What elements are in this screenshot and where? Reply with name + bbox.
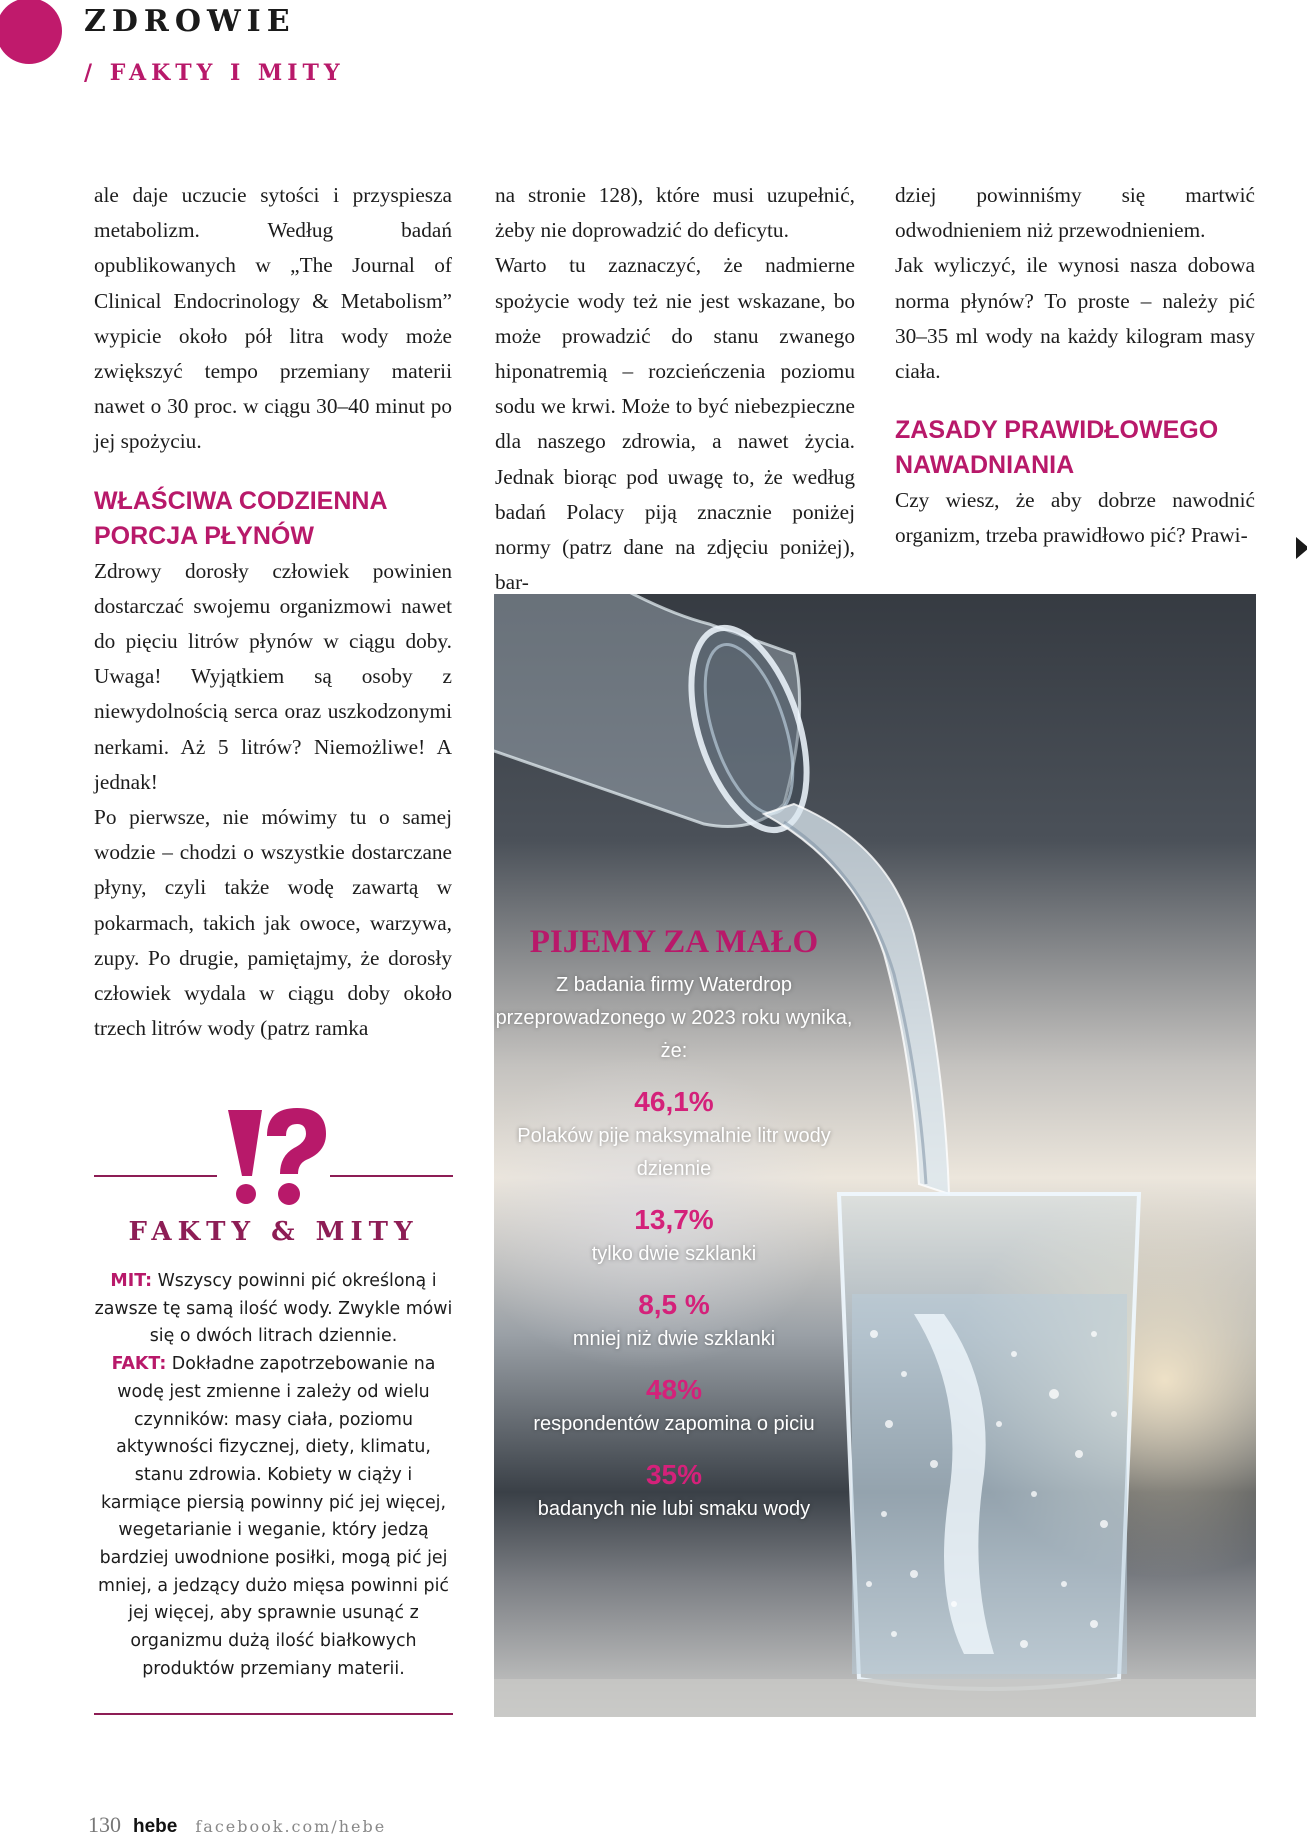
fact-text: Dokładne zapotrzebowanie na wodę jest zmienne i zależy od wielu czynników: masy ciała, poziomu aktywności fizycznej, diety, klimatu, stanu zdrowia. Kobiety w ciąży i karmiące piersią powinny pić jej więcej, wegetarianie i weganie, który jedzą bardziej uwodnione posiłki, mogą pić jej mniej, a jedzący dużo mięsa powinni pić jej więcej, aby sprawnie usunąć z organizmu dużą ilość białkowych produktów przemiany materii. — [98, 1354, 449, 1679]
stat-value: 48% — [645, 1374, 703, 1405]
stat-text: tylko dwie szklanki — [591, 1243, 757, 1265]
infographic-box — [494, 924, 854, 1526]
page-footer — [88, 1812, 386, 1838]
stat-text: respondentów zapomina o piciu — [533, 1413, 815, 1435]
paragraph: Czy wiesz, że aby dobrze nawodnić organizm, trzeba prawidłowo pić? Prawi- — [895, 488, 1255, 548]
paragraph: na stronie 128), które musi uzupełnić, żeby nie doprowadzić do deficytu. — [495, 183, 855, 243]
myth-label: MIT: — [110, 1271, 153, 1291]
water-pouring-photo — [494, 594, 1256, 1717]
section-title: ZDROWIE — [84, 4, 296, 39]
infographic-title: PIJEMY ZA MAŁO — [529, 924, 819, 960]
section-heading — [895, 413, 1255, 483]
box-rule-left — [94, 1175, 217, 1177]
stat-value: 46,1% — [634, 1086, 714, 1117]
facts-myths-title: FAKTY & MITY — [128, 1217, 419, 1247]
page-number: 130 — [88, 1812, 121, 1837]
section-marker-circle — [0, 0, 62, 64]
stat-value: 13,7% — [634, 1204, 714, 1235]
box-rule-bottom — [94, 1713, 453, 1715]
article-column-3 — [895, 178, 1255, 554]
facts-myths-body — [94, 1268, 453, 1684]
stat-text: mniej niż dwie szklanki — [572, 1328, 776, 1350]
section-subtitle: / FAKTY I MITY — [84, 60, 345, 86]
section-heading — [94, 484, 452, 554]
article-column-1 — [94, 178, 452, 1046]
stat-text: badanych nie lubi smaku wody — [537, 1498, 811, 1520]
fact-label: FAKT: — [111, 1354, 167, 1375]
stat-value: 8,5 % — [638, 1289, 710, 1320]
infographic-intro: Z badania firmy Waterdrop przeprowadzonego w 2023 roku wynika, że: — [495, 974, 853, 1062]
magazine-brand: hebe — [133, 1816, 178, 1837]
paragraph: Po pierwsze, nie mówimy tu o samej wodzie – chodzi o wszystkie dostarczane płyny, czyli także wodę zawartą w pokarmach, takich jak owoce, warzywa, zupy. Po drugie, pamiętajmy, że dorosły człowiek wydala w ciągu doby około trzech litrów wody (patrz ramka — [94, 805, 452, 1041]
heading-line: WŁAŚCIWA CODZIENNA — [94, 486, 388, 515]
paragraph: dziej powinniśmy się martwić odwodnieniem niż przewodnieniem. — [895, 183, 1255, 243]
paragraph: ale daje uczucie sytości i przyspiesza metabolizm. Według badań opublikowanych w „The Journal of Clinical Endocrinology & Metabolism” wypicie około pół litra wody może zwiększyć tempo przemiany materii nawet o 30 proc. w ciągu 30–40 minut po jej spożyciu. — [94, 183, 452, 454]
article-column-2 — [495, 178, 855, 600]
box-rule-right — [330, 1175, 453, 1177]
paragraph: Warto tu zaznaczyć, że nadmierne spożycie wody też nie jest wskazane, bo może prowadzić do stanu zwanego hiponatremią – rozcieńczenia poziomu sodu we krwi. Może to być niebezpieczne dla naszego zdrowia, a nawet życia. Jednak biorąc pod uwagę to, że według badań Polacy piją znacznie poniżej normy (patrz dane na zdjęciu poniżej), bar- — [495, 253, 855, 595]
paragraph: Jak wyliczyć, ile wynosi nasza dobowa norma płynów? To proste – należy pić 30–35 ml wody na każdy kilogram masy ciała. — [895, 253, 1255, 384]
facebook-link[interactable]: facebook.com/hebe — [195, 1817, 387, 1836]
heading-line: PORCJA PŁYNÓW — [94, 521, 314, 550]
myth-text: Wszyscy powinni pić określoną i zawsze tę samą ilość wody. Zwykle mówi się o dwóch litrach dziennie. — [94, 1271, 453, 1347]
continue-arrow-icon — [1296, 537, 1307, 559]
exclamation-question-icon — [222, 1106, 330, 1210]
heading-line: NAWADNIANIA — [895, 451, 1075, 480]
paragraph: Zdrowy dorosły człowiek powinien dostarczać swojemu organizmowi nawet do pięciu litrów płynów w ciągu doby. Uwaga! Wyjątkiem są osoby z niewydolnością serca oraz uszkodzonymi nerkami. Aż 5 litrów? Niemożliwe! A jednak! — [94, 558, 452, 794]
heading-line: ZASADY PRAWIDŁOWEGO — [895, 416, 1219, 445]
stat-text: Polaków pije maksymalnie litr wody dziennie — [517, 1125, 831, 1180]
stat-value: 35% — [645, 1459, 703, 1490]
